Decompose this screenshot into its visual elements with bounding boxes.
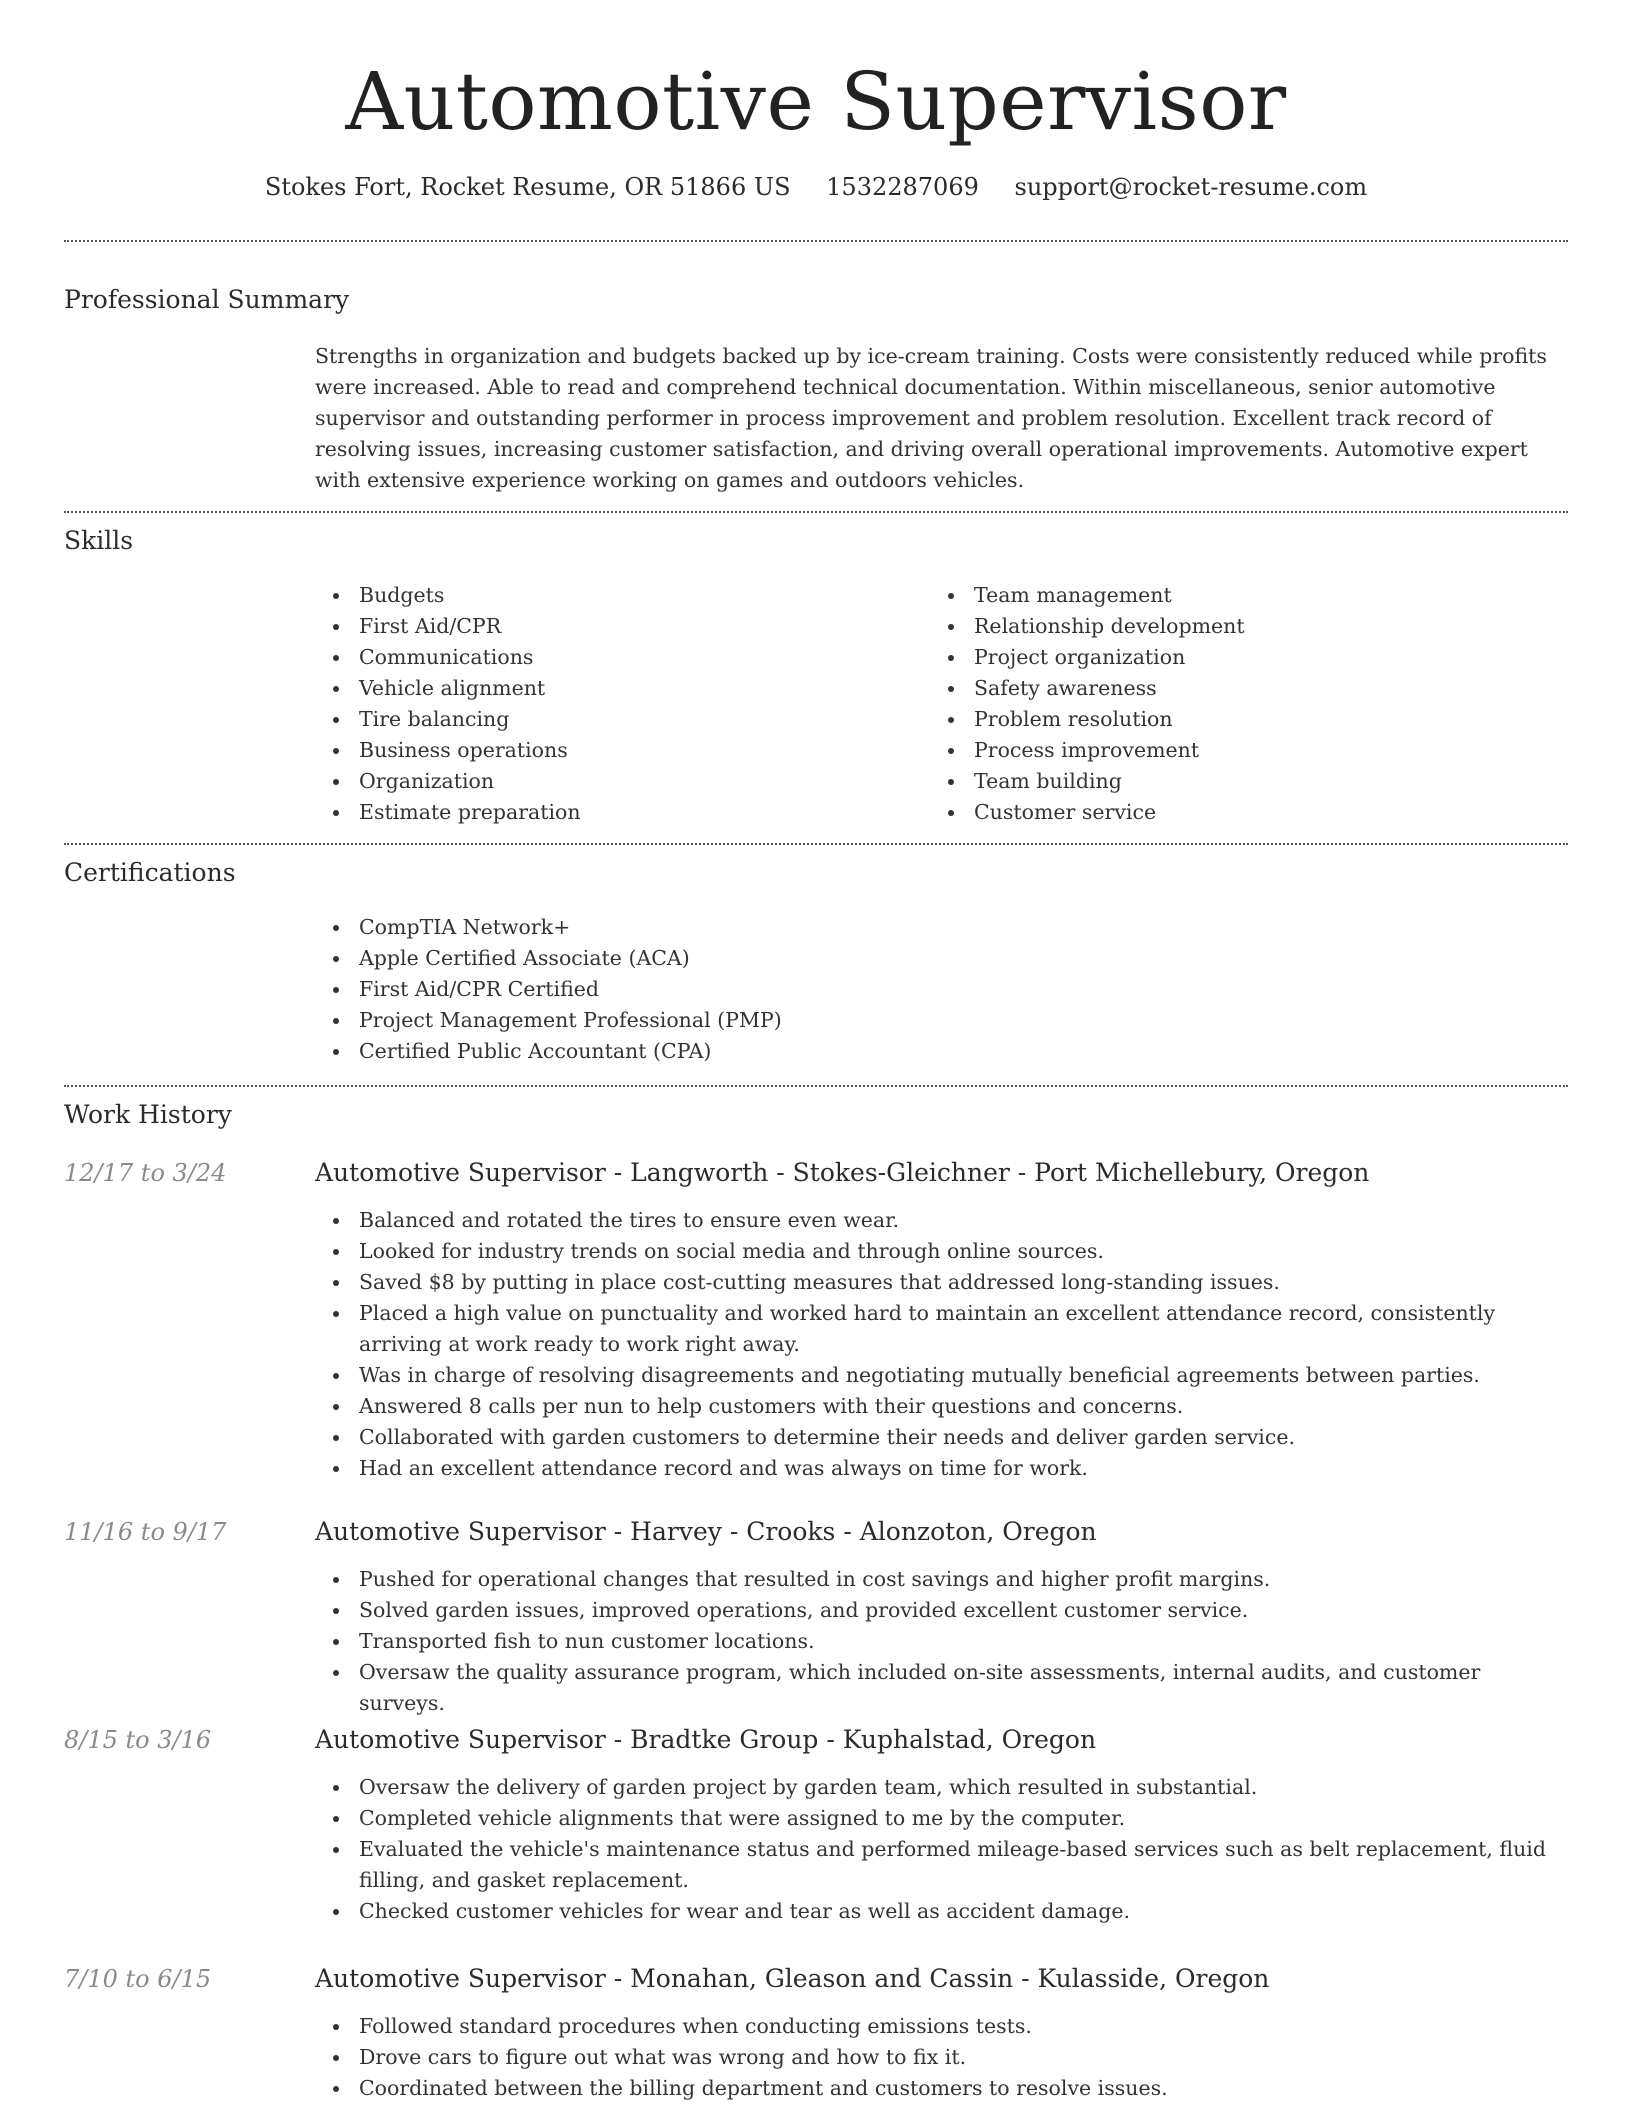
skill-item: Communications — [315, 642, 875, 673]
job-bullet: Evaluated the vehicle's maintenance status and performed mileage-based services such as belt replacement, fluid filling, and gasket replacement. — [315, 1834, 1568, 1896]
certification-item: CompTIA Network+ — [315, 912, 1315, 943]
job-title: Automotive Supervisor - Langworth - Stokes-Gleichner - Port Michellebury, Oregon — [315, 1158, 1370, 1187]
skill-item: Problem resolution — [930, 704, 1490, 735]
job-bullet: Completed vehicle alignments that were assigned to me by the computer. — [315, 1803, 1568, 1834]
skill-item: Estimate preparation — [315, 797, 875, 828]
skill-item: Team management — [930, 580, 1490, 611]
divider — [64, 843, 1568, 845]
divider — [64, 240, 1568, 242]
job-bullet: Followed standard procedures when conducting emissions tests. — [315, 2011, 1568, 2042]
job-dates: 7/10 to 6/15 — [64, 1965, 212, 1993]
work-history-heading: Work History — [64, 1100, 232, 1129]
job-bullet: Balanced and rotated the tires to ensure even wear. — [315, 1205, 1568, 1236]
job-entry — [64, 1962, 1568, 2112]
skill-item: First Aid/CPR — [315, 611, 875, 642]
job-entry — [64, 1515, 1568, 1715]
contact-info — [0, 170, 1632, 204]
job-bullet: Drove cars to figure out what was wrong and how to fix it. — [315, 2042, 1568, 2073]
skill-item: Vehicle alignment — [315, 673, 875, 704]
job-bullet: Looked for industry trends on social media and through online sources. — [315, 1236, 1568, 1267]
job-bullets — [315, 1205, 1568, 1484]
candidate-name: Automotive Supervisor — [345, 55, 1287, 148]
summary-heading: Professional Summary — [64, 285, 350, 314]
job-bullet: Was in charge of resolving disagreements and negotiating mutually beneficial agreements between parties. — [315, 1360, 1568, 1391]
job-bullet: Had an excellent attendance record and was always on time for work. — [315, 1453, 1568, 1484]
job-bullet: Transported fish to nun customer locations. — [315, 1626, 1568, 1657]
divider — [64, 1085, 1568, 1087]
phone: 1532287069 — [826, 173, 979, 201]
job-bullet: Oversaw the quality assurance program, which included on-site assessments, internal audits, and customer surveys. — [315, 1657, 1568, 1719]
skill-item: Customer service — [930, 797, 1490, 828]
skill-item: Relationship development — [930, 611, 1490, 642]
summary-text: Strengths in organization and budgets backed up by ice-cream training. Costs were consistently reduced while profits were increased. Able to read and comprehend technical documentation. Within miscellaneous, senior automotive supervisor and outstanding performer in process improvement and problem resolution. Excellent track record of resolving issues, increasing customer satisfaction, and driving overall operational improvements. Automotive expert with extensive experience working on games and outdoors vehicles. — [315, 344, 1547, 492]
job-bullet: Saved $8 by putting in place cost-cutting measures that addressed long-standing issues. — [315, 1267, 1568, 1298]
job-bullet: Oversaw the delivery of garden project by garden team, which resulted in substantial. — [315, 1772, 1568, 1803]
job-bullet: Checked customer vehicles for wear and tear as well as accident damage. — [315, 1896, 1568, 1927]
skill-item: Team building — [930, 766, 1490, 797]
certifications-list — [315, 912, 1315, 1067]
address: Stokes Fort, Rocket Resume, OR 51866 US — [264, 173, 791, 201]
job-bullet: Solved garden issues, improved operations, and provided excellent customer service. — [315, 1595, 1568, 1626]
skills-left-column — [315, 580, 875, 828]
job-bullet: Placed a high value on punctuality and worked hard to maintain an excellent attendance record, consistently arriving at work ready to work right away. — [315, 1298, 1568, 1360]
certification-item: Project Management Professional (PMP) — [315, 1005, 1315, 1036]
certification-item: First Aid/CPR Certified — [315, 974, 1315, 1005]
skill-item: Tire balancing — [315, 704, 875, 735]
skill-item: Organization — [315, 766, 875, 797]
job-bullet: Answered 8 calls per nun to help customers with their questions and concerns. — [315, 1391, 1568, 1422]
skill-item: Budgets — [315, 580, 875, 611]
job-title: Automotive Supervisor - Harvey - Crooks - Alonzoton, Oregon — [315, 1517, 1097, 1546]
certification-item: Certified Public Accountant (CPA) — [315, 1036, 1315, 1067]
job-dates: 8/15 to 3/16 — [64, 1726, 212, 1754]
job-dates: 11/16 to 9/17 — [64, 1518, 227, 1546]
job-bullet: Pushed for operational changes that resulted in cost savings and higher profit margins. — [315, 1564, 1568, 1595]
job-bullets — [315, 2011, 1568, 2104]
certification-item: Apple Certified Associate (ACA) — [315, 943, 1315, 974]
divider — [64, 511, 1568, 513]
skill-item: Process improvement — [930, 735, 1490, 766]
job-bullets — [315, 1772, 1568, 1927]
job-title: Automotive Supervisor - Bradtke Group - Kuphalstad, Oregon — [315, 1725, 1097, 1754]
skill-item: Business operations — [315, 735, 875, 766]
job-bullets — [315, 1564, 1568, 1719]
skills-right-column — [930, 580, 1490, 828]
skill-item: Project organization — [930, 642, 1490, 673]
skill-item: Safety awareness — [930, 673, 1490, 704]
certifications-heading: Certifications — [64, 858, 236, 887]
job-dates: 12/17 to 3/24 — [64, 1159, 227, 1187]
email: support@rocket-resume.com — [1014, 173, 1368, 201]
job-bullet: Collaborated with garden customers to determine their needs and deliver garden service. — [315, 1422, 1568, 1453]
job-title: Automotive Supervisor - Monahan, Gleason and Cassin - Kulasside, Oregon — [315, 1964, 1270, 1993]
job-entry — [64, 1723, 1568, 1935]
job-bullet: Coordinated between the billing department and customers to resolve issues. — [315, 2073, 1568, 2104]
job-entry — [64, 1156, 1568, 1486]
skills-heading: Skills — [64, 526, 134, 555]
